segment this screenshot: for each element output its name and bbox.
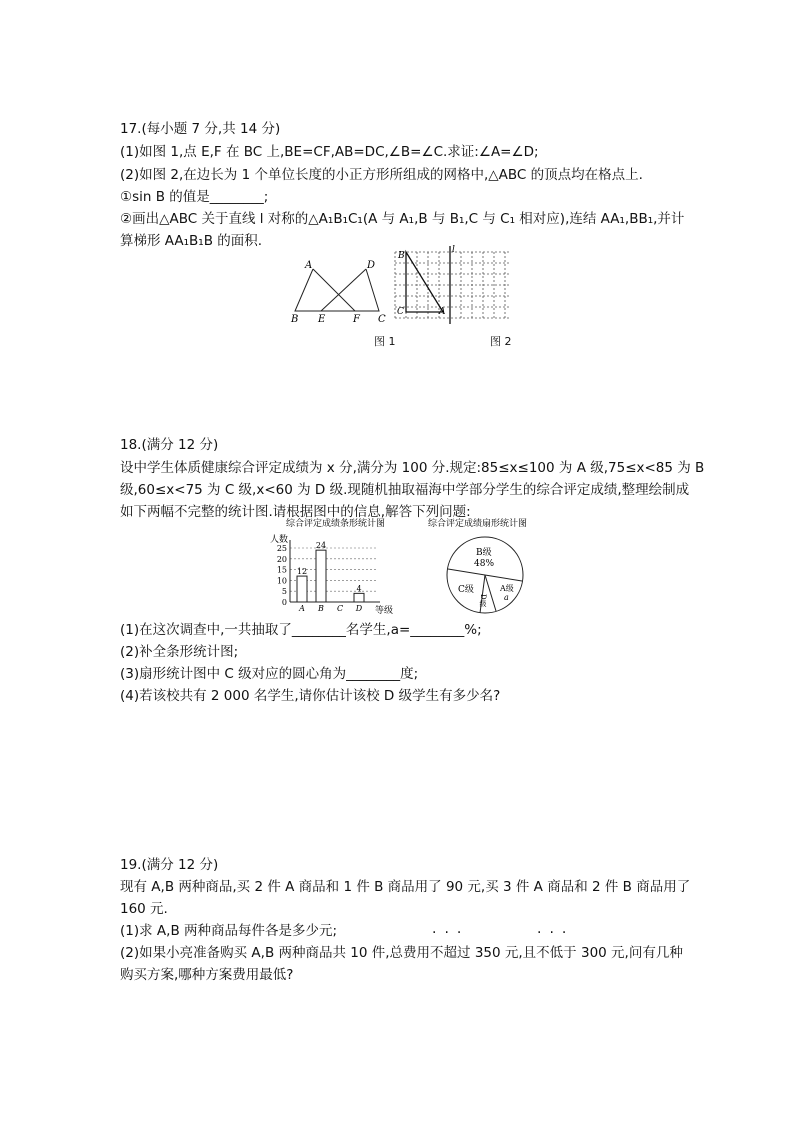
q17-part2-sub1: ①sin B 的值是________; [120, 189, 269, 205]
q18-part2: (2)补全条形统计图; [120, 644, 239, 660]
emphasis-dots-2: ··· [537, 925, 575, 941]
fig1-label-c: C [378, 314, 386, 324]
figure-1 [285, 258, 395, 324]
bar-chart-xlabel: 等级 [375, 606, 394, 615]
bar-A [297, 576, 307, 602]
y-tick-label-5: 25 [276, 544, 287, 553]
q18-title: 18.(满分 12 分) [120, 437, 219, 453]
q19-part2: (2)如果小亮准备购买 A,B 两种商品共 10 件,总费用不超过 350 元,且不低于 300 元,问有几种 [120, 945, 683, 961]
pie-chart-title: 综合评定成绩扇形统计图 [428, 519, 528, 529]
q19-part2-cont: 购买方案,哪种方案费用最低? [120, 967, 294, 983]
q17-title: 17.(每小题 7 分,共 14 分) [120, 121, 281, 137]
x-tick-label-C: C [336, 604, 344, 613]
y-tick-label-2: 10 [276, 576, 287, 586]
bar-chart [268, 515, 413, 615]
q17-part1: (1)如图 1,点 E,F 在 BC 上,BE=CF,AB=DC,∠B=∠C.求证:∠A=∠D; [120, 144, 539, 160]
x-tick-label-B: B [318, 604, 324, 613]
q18-text-2: 级,60≤x<75 为 C 级,x<60 为 D 级.现随机抽取福海中学部分学生的综合评定成绩,整理绘制成 [120, 482, 690, 498]
x-tick-label-D: D [355, 604, 363, 613]
q18-part4: (4)若该校共有 2 000 名学生,请你估计该校 D 级学生有多少名? [120, 688, 501, 704]
q17-part2-sub2: ②画出△ABC 关于直线 l 对称的△A₁B₁C₁(A 与 A₁,B 与 B₁,C 与 C₁ 相对应),连结 AA₁,BB₁,并计 [120, 211, 685, 227]
pie-label-b-pct: 48% [474, 559, 495, 569]
bar-chart-ylabel: 人数 [270, 535, 289, 545]
fig2-label-a: A [439, 307, 446, 317]
pie-label-d: D级 [479, 594, 487, 607]
y-tick-label-3: 15 [276, 565, 287, 575]
q19-text-1: 现有 A,B 两种商品,买 2 件 A 商品和 1 件 B 商品用了 90 元,买 3 件 A 商品和 2 件 B 商品用了 [120, 879, 691, 895]
y-tick-label-1: 5 [281, 587, 287, 597]
fig1-label-d: D [367, 260, 376, 271]
q18-text-1: 设中学生体质健康综合评定成绩为 x 分,满分为 100 分.规定:85≤x≤100 为 A 级,75≤x<85 为 B [120, 460, 705, 476]
bar-value-A: 12 [296, 567, 308, 577]
y-tick-label-0: 0 [281, 598, 287, 607]
bar-value-D: 4 [356, 584, 362, 594]
pie-label-b: B级 [476, 548, 492, 558]
pie-label-c: C级 [458, 585, 474, 595]
bar-value-B: 24 [315, 541, 327, 551]
y-tick-label-4: 20 [276, 554, 287, 564]
bar-chart-title: 综合评定成绩条形统计图 [286, 519, 386, 529]
q17-part2: (2)如图 2,在边长为 1 个单位长度的小正方形所组成的网格中,△ABC 的顶点均在格点上. [120, 167, 643, 183]
pie-label-a-pct: a [504, 593, 509, 602]
q18-text-3: 如下两幅不完整的统计图.请根据图中的信息,解答下列问题: [120, 504, 471, 520]
q17-part2-sub2-cont: 算梯形 AA₁B₁B 的面积. [120, 233, 263, 249]
bar-D [354, 593, 364, 602]
pie-chart [428, 515, 543, 615]
fig2-label-c: C [397, 307, 404, 317]
fig2-caption: 图 2 [490, 335, 512, 348]
bar-B [316, 550, 326, 602]
fig2-label-l: l [452, 245, 455, 255]
x-tick-label-A: A [299, 604, 305, 613]
q19-title: 19.(满分 12 分) [120, 857, 219, 873]
emphasis-dots-1: ··· [432, 925, 470, 941]
figure-2 [385, 244, 515, 324]
fig1-label-f: F [353, 314, 360, 324]
pie-label-a: A级 [500, 584, 514, 593]
fig1-caption: 图 1 [374, 335, 396, 348]
q18-part3: (3)扇形统计图中 C 级对应的圆心角为________度; [120, 666, 419, 682]
fig1-label-e: E [318, 314, 326, 324]
fig2-label-b: B [398, 251, 405, 261]
q19-text-2: 160 元. [120, 901, 168, 917]
q18-part1: (1)在这次调查中,一共抽取了________名学生,a=________%; [120, 622, 482, 638]
fig1-label-a: A [305, 260, 313, 271]
fig1-label-b: B [291, 314, 299, 324]
q19-part1: (1)求 A,B 两种商品每件各是多少元; [120, 923, 338, 939]
